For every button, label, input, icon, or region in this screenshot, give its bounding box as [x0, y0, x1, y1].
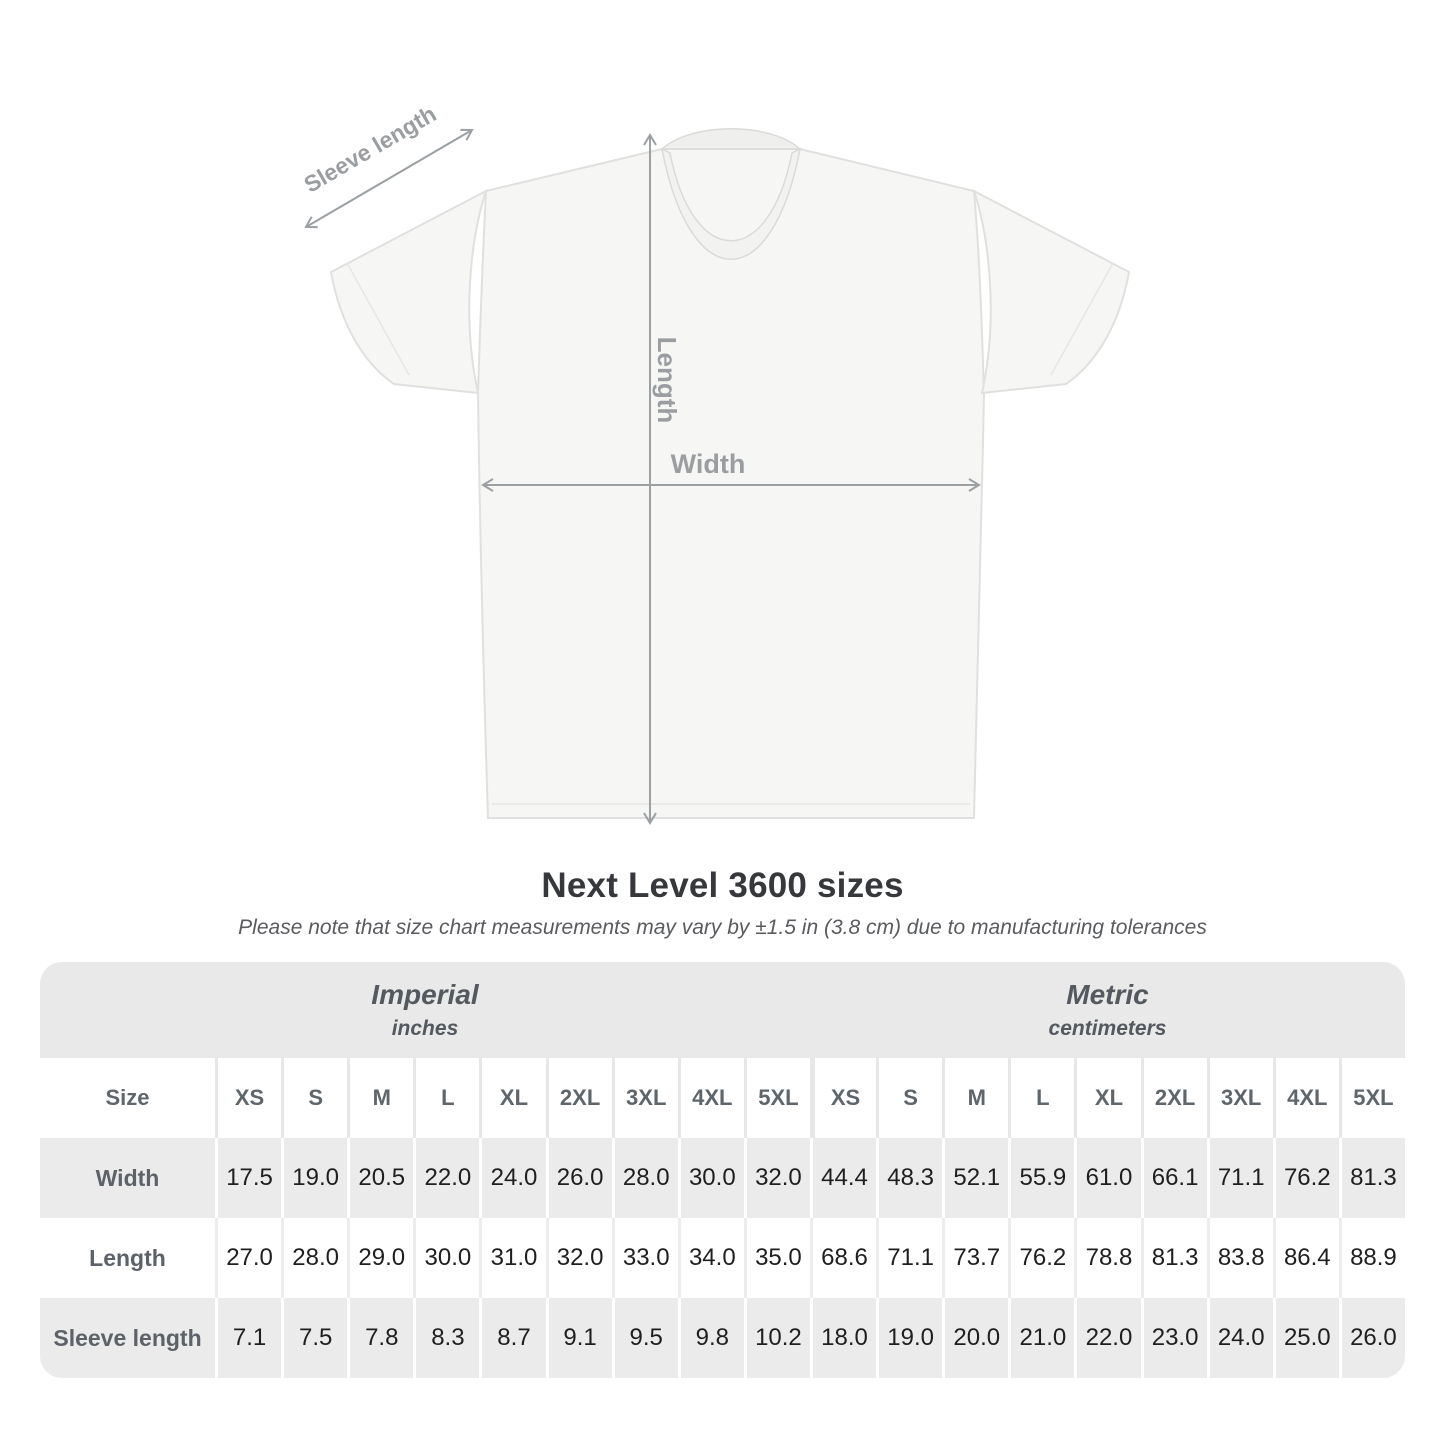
measurement-row-sleeve-length [40, 1298, 1405, 1378]
imperial-unit: inches [391, 1017, 459, 1041]
metric-unit: centimeters [1048, 1017, 1167, 1041]
unit-band-row [40, 962, 1405, 1058]
length-metric-s: 71.1 [876, 1218, 942, 1298]
size-header-metric-2xl: 2XL [1141, 1058, 1207, 1138]
sleeve-length-metric-l: 21.0 [1008, 1298, 1074, 1378]
shirt-left-sleeve [331, 191, 486, 393]
length-label: Length [652, 336, 682, 424]
length-imperial-4xl: 34.0 [678, 1218, 744, 1298]
width-imperial-xs: 17.5 [215, 1138, 281, 1218]
width-metric-m: 52.1 [942, 1138, 1008, 1218]
length-imperial-s: 28.0 [281, 1218, 347, 1298]
size-header-metric-s: S [876, 1058, 942, 1138]
sleeve-length-imperial-xs: 7.1 [215, 1298, 281, 1378]
size-header-metric-m: M [942, 1058, 1008, 1138]
length-row-label: Length [40, 1218, 215, 1298]
width-imperial-4xl: 30.0 [678, 1138, 744, 1218]
tolerance-note: Please note that size chart measurements may vary by ±1.5 in (3.8 cm) due to manufacturing tolerances [238, 916, 1207, 939]
length-imperial-l: 30.0 [413, 1218, 479, 1298]
width-imperial-xl: 24.0 [479, 1138, 545, 1218]
size-header-imperial-s: S [281, 1058, 347, 1138]
width-metric-4xl: 76.2 [1273, 1138, 1339, 1218]
length-imperial-3xl: 33.0 [612, 1218, 678, 1298]
imperial-section-header [40, 962, 810, 1058]
length-metric-4xl: 86.4 [1273, 1218, 1339, 1298]
width-metric-xl: 61.0 [1074, 1138, 1140, 1218]
sleeve-length-imperial-3xl: 9.5 [612, 1298, 678, 1378]
size-table [40, 962, 1405, 1378]
length-imperial-5xl: 35.0 [744, 1218, 810, 1298]
size-header-metric-xs: XS [810, 1058, 876, 1138]
sleeve-length-metric-m: 20.0 [942, 1298, 1008, 1378]
length-imperial-m: 29.0 [347, 1218, 413, 1298]
sleeve-length-imperial-2xl: 9.1 [546, 1298, 612, 1378]
size-header-metric-3xl: 3XL [1207, 1058, 1273, 1138]
sleeve-length-metric-4xl: 25.0 [1273, 1298, 1339, 1378]
size-header-imperial-xl: XL [479, 1058, 545, 1138]
sleeve-length-imperial-xl: 8.7 [479, 1298, 545, 1378]
width-metric-s: 48.3 [876, 1138, 942, 1218]
metric-label: Metric [1066, 978, 1149, 1010]
sleeve-length-imperial-s: 7.5 [281, 1298, 347, 1378]
size-header-metric-xl: XL [1074, 1058, 1140, 1138]
sleeve-length-metric-3xl: 24.0 [1207, 1298, 1273, 1378]
length-metric-m: 73.7 [942, 1218, 1008, 1298]
size-header-metric-4xl: 4XL [1273, 1058, 1339, 1138]
sleeve-length-imperial-l: 8.3 [413, 1298, 479, 1378]
length-metric-2xl: 81.3 [1141, 1218, 1207, 1298]
width-imperial-3xl: 28.0 [612, 1138, 678, 1218]
width-metric-2xl: 66.1 [1141, 1138, 1207, 1218]
shirt-back-collar [662, 129, 800, 149]
size-header-imperial-2xl: 2XL [546, 1058, 612, 1138]
imperial-label: Imperial [371, 978, 479, 1010]
width-label: Width [670, 449, 746, 479]
length-imperial-xs: 27.0 [215, 1218, 281, 1298]
width-metric-xs: 44.4 [810, 1138, 876, 1218]
metric-section-header [810, 962, 1405, 1058]
length-metric-xs: 68.6 [810, 1218, 876, 1298]
length-imperial-xl: 31.0 [479, 1218, 545, 1298]
sleeve-length-imperial-5xl: 10.2 [744, 1298, 810, 1378]
sleeve-length-imperial-m: 7.8 [347, 1298, 413, 1378]
length-imperial-2xl: 32.0 [546, 1218, 612, 1298]
length-metric-xl: 78.8 [1074, 1218, 1140, 1298]
shirt-right-sleeve [974, 191, 1129, 393]
length-metric-5xl: 88.9 [1339, 1218, 1405, 1298]
sleeve-length-metric-xl: 22.0 [1074, 1298, 1140, 1378]
sleeve-length-metric-xs: 18.0 [810, 1298, 876, 1378]
size-header-imperial-l: L [413, 1058, 479, 1138]
size-header-imperial-4xl: 4XL [678, 1058, 744, 1138]
size-header-metric-l: L [1008, 1058, 1074, 1138]
sleeve-length-imperial-4xl: 9.8 [678, 1298, 744, 1378]
width-imperial-l: 22.0 [413, 1138, 479, 1218]
sleeve-length-metric-s: 19.0 [876, 1298, 942, 1378]
size-header-imperial-5xl: 5XL [744, 1058, 810, 1138]
length-metric-3xl: 83.8 [1207, 1218, 1273, 1298]
sleeve-length-metric-5xl: 26.0 [1339, 1298, 1405, 1378]
size-header-imperial-3xl: 3XL [612, 1058, 678, 1138]
width-metric-l: 55.9 [1008, 1138, 1074, 1218]
size-header-metric-5xl: 5XL [1339, 1058, 1405, 1138]
width-imperial-s: 19.0 [281, 1138, 347, 1218]
size-header-row [40, 1058, 1405, 1138]
sleeve-length-label: Sleeve length [299, 100, 441, 198]
page-title: Next Level 3600 sizes [541, 866, 904, 905]
width-metric-5xl: 81.3 [1339, 1138, 1405, 1218]
measurement-row-width [40, 1138, 1405, 1218]
width-metric-3xl: 71.1 [1207, 1138, 1273, 1218]
size-header-imperial-xs: XS [215, 1058, 281, 1138]
size-column-header: Size [40, 1058, 215, 1138]
size-header-imperial-m: M [347, 1058, 413, 1138]
width-imperial-2xl: 26.0 [546, 1138, 612, 1218]
length-metric-l: 76.2 [1008, 1218, 1074, 1298]
width-row-label: Width [40, 1138, 215, 1218]
measurement-row-length [40, 1218, 1405, 1298]
width-imperial-m: 20.5 [347, 1138, 413, 1218]
size-table-container [40, 962, 1405, 1378]
sleeve-length-metric-2xl: 23.0 [1141, 1298, 1207, 1378]
sleeve-length-row-label: Sleeve length [40, 1298, 215, 1378]
width-imperial-5xl: 32.0 [744, 1138, 810, 1218]
